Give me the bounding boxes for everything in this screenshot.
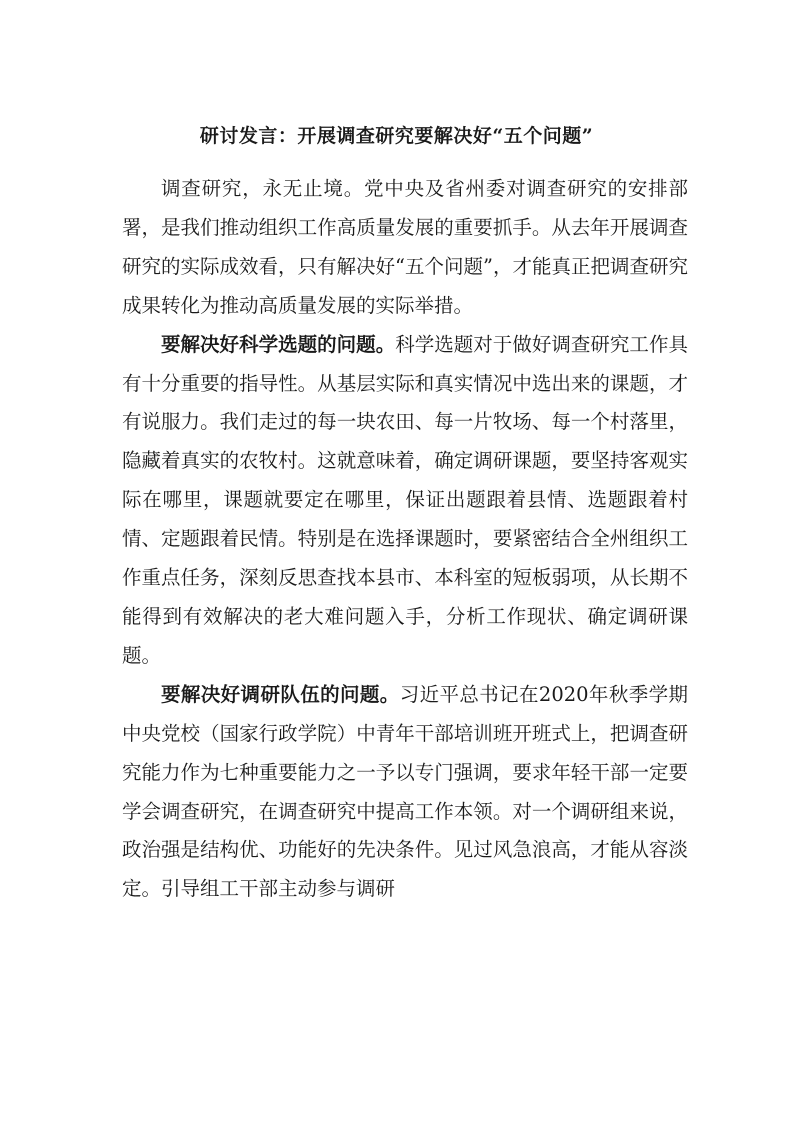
paragraph-text: 习近平总书记在2020年秋季学期中央党校（国家行政学院）中青年干部培训班开班式上，把调查研究能力作为七种重要能力之一予以专门强调，要求年轻干部一定要学会调查研究，在调查研究中提高工作本领。对一个调研组来说，政治强是结构优、功能好的先决条件。见过风急浪高，才能从容淡定。引导组工干部主动参与调研	[122, 682, 688, 901]
paragraph-lead: 要解决好科学选题的问题。	[161, 332, 396, 356]
document-title: 研讨发言：开展调查研究要解决好“五个问题”	[199, 125, 594, 147]
paragraph-text: 科学选题对于做好调查研究工作具有十分重要的指导性。从基层实际和真实情况中选出来的课题，才有说服力。我们走过的每一块农田、每一片牧场、每一个村落里，隐藏着真实的农牧村。这就意味着，确定调研课题，要坚持客观实际在哪里，课题就要定在哪里，保证出题跟着县情、选题跟着村情、定题跟着民情。特别是在选择课题时，要紧密结合全州组织工作重点任务，深刻反思查找本县市、本科室的短板弱项，从长期不能得到有效解决的老大难问题入手，分析工作现状、确定调研课题。	[122, 332, 688, 667]
paragraph-topic-selection	[122, 326, 688, 676]
paragraph-intro	[122, 170, 688, 326]
paragraph-text: 调查研究，永无止境。党中央及省州委对调查研究的安排部署，是我们推动组织工作高质量发展的重要抓手。从去年开展调查研究的实际成效看，只有解决好“五个问题”，才能真正把调查研究成果转化为推动高质量发展的实际举措。	[122, 177, 688, 317]
paragraph-lead: 要解决好调研队伍的问题。	[161, 682, 400, 706]
paragraph-research-team	[122, 676, 688, 909]
document-body	[122, 170, 688, 909]
